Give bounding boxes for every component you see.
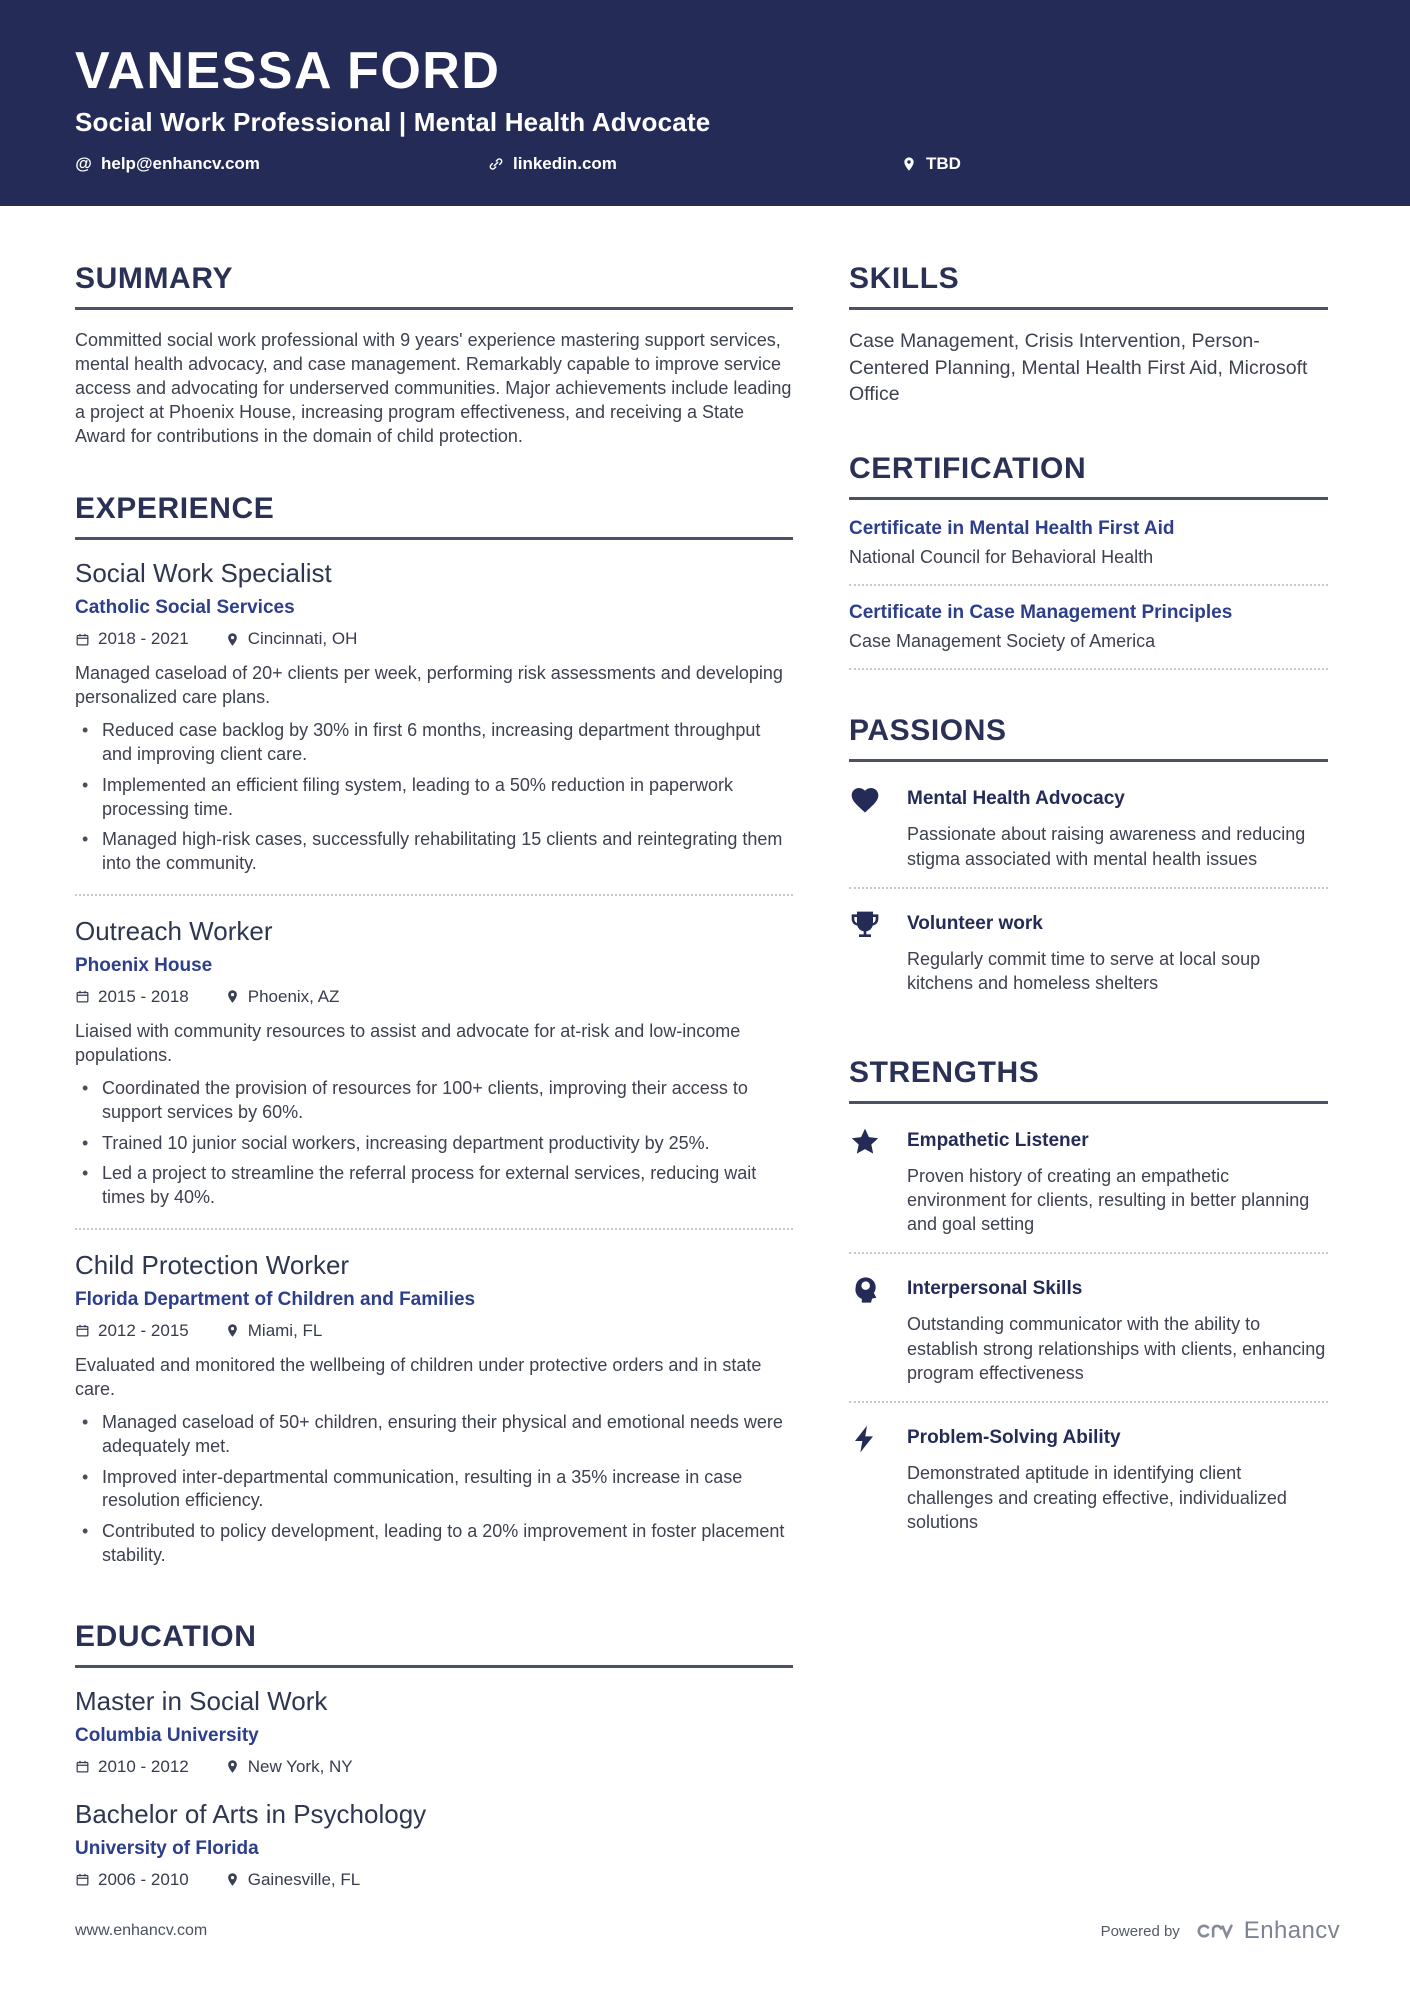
job-bullets	[75, 1411, 793, 1568]
certificate-title: Certificate in Case Management Principles	[849, 602, 1233, 624]
job-description: Evaluated and monitored the wellbeing of children under protective orders and in state care.	[75, 1354, 762, 1399]
right-column	[849, 262, 1328, 1934]
bolt-icon	[849, 1423, 883, 1457]
job-location	[225, 1321, 323, 1341]
strength-item	[849, 1122, 1328, 1255]
school-name: University of Florida	[75, 1837, 259, 1859]
summary-section	[75, 262, 793, 449]
job-dates-text: 2015 - 2018	[98, 986, 189, 1006]
education-heading: EDUCATION	[75, 1620, 793, 1668]
location-text: TBD	[926, 153, 961, 173]
certification-heading: CERTIFICATION	[849, 452, 1328, 500]
education-location	[225, 1870, 360, 1890]
strength-item	[849, 1419, 1328, 1550]
strength-text: Demonstrated aptitude in identifying client challenges and creating effective, individualized solutions	[907, 1463, 1287, 1532]
bullet-item: • Improved inter-departmental communication, resulting in a 35% increase in case resolution efficiency.	[75, 1466, 793, 1514]
passions-section	[849, 714, 1328, 1011]
skills-heading: SKILLS	[849, 262, 1328, 310]
main-content	[0, 206, 1410, 1934]
certification-item	[849, 602, 1328, 670]
enhancv-logo-icon	[1194, 1920, 1234, 1942]
location-pin-icon	[225, 1872, 240, 1887]
header	[0, 0, 1410, 206]
brand-name: Enhancv	[1243, 1917, 1340, 1944]
location-pin-icon	[225, 632, 240, 647]
summary-heading: SUMMARY	[75, 262, 793, 310]
job-location	[225, 987, 340, 1007]
passion-text: Regularly commit time to serve at local soup kitchens and homeless shelters	[907, 948, 1261, 994]
education-meta	[75, 1870, 793, 1890]
strength-item	[849, 1270, 1328, 1403]
education-meta	[75, 1757, 793, 1777]
contact-row	[75, 154, 1335, 174]
calendar-icon	[75, 1872, 90, 1887]
powered-by-label: Powered by	[1100, 1922, 1180, 1940]
bullet-item: • Reduced case backlog by 30% in first 6 months, increasing department throughput and improving client care.	[75, 719, 793, 767]
bullet-item: • Implemented an efficient filing system, leading to a 50% reduction in paperwork processing time.	[75, 774, 793, 822]
skills-list: Case Management, Crisis Intervention, Person-Centered Planning, Mental Health First Aid, Microsoft Office	[849, 329, 1308, 406]
location-pin-icon	[225, 1759, 240, 1774]
skills-section	[849, 262, 1328, 409]
strength-text: Outstanding communicator with the ability to establish strong relationships with clients, enhancing program effectiveness	[907, 1314, 1326, 1383]
certification-item	[849, 518, 1328, 586]
job-meta	[75, 987, 793, 1007]
linkedin-link[interactable]	[487, 154, 900, 174]
strength-title: Interpersonal Skills	[907, 1278, 1083, 1300]
job-title: Social Work Specialist	[75, 558, 332, 589]
degree-title: Bachelor of Arts in Psychology	[75, 1798, 427, 1829]
enhancv-brand-link[interactable]	[1194, 1917, 1340, 1945]
job-title: Outreach Worker	[75, 915, 273, 946]
trophy-icon	[849, 909, 883, 943]
degree-title: Master in Social Work	[75, 1685, 328, 1716]
location-pin-icon	[225, 989, 240, 1004]
school-name: Columbia University	[75, 1724, 259, 1746]
job-dates-text: 2012 - 2015	[98, 1320, 189, 1340]
passion-title: Volunteer work	[907, 912, 1043, 934]
certificate-issuer: National Council for Behavioral Health	[849, 547, 1154, 568]
certificate-title: Certificate in Mental Health First Aid	[849, 518, 1175, 540]
bullet-item: • Trained 10 junior social workers, increasing department productivity by 25%.	[75, 1132, 793, 1156]
location-item	[900, 154, 961, 174]
summary-text: Committed social work professional with 9 years' experience mastering support services, mental health advocacy, and case management. Remarkably capable to improve service access and advocating for underserved communities. Major achievements include leading a project at Phoenix House, increasing program effectiveness, and receiving a State Award for contributions in the domain of child protection.	[75, 329, 792, 447]
education-dates	[75, 1870, 189, 1890]
job-bullets	[75, 1077, 793, 1210]
location-pin-icon	[225, 1323, 240, 1338]
bullet-item: • Managed high-risk cases, successfully rehabilitating 15 clients and reintegrating them into the community.	[75, 828, 793, 876]
candidate-name: VANESSA FORD	[75, 42, 501, 100]
at-icon: @	[75, 153, 92, 173]
bullet-item: • Contributed to policy development, leading to a 20% improvement in foster placement stability.	[75, 1520, 793, 1568]
calendar-icon	[75, 1323, 90, 1338]
education-dates	[75, 1757, 189, 1777]
job-description: Managed caseload of 20+ clients per week, performing risk assessments and developing personalized care plans.	[75, 663, 783, 708]
company-name: Phoenix House	[75, 954, 213, 976]
passion-item	[849, 905, 1328, 1012]
calendar-icon	[75, 632, 90, 647]
job-meta	[75, 1321, 793, 1341]
email-text: help@enhancv.com	[101, 153, 260, 173]
job-location-text: Cincinnati, OH	[247, 629, 358, 649]
left-column	[75, 262, 793, 1934]
linkedin-text: linkedin.com	[513, 153, 617, 173]
passions-heading: PASSIONS	[849, 714, 1328, 762]
job-location-text: Miami, FL	[247, 1320, 323, 1340]
passion-item	[849, 780, 1328, 889]
email-link[interactable]	[75, 154, 487, 174]
strength-text: Proven history of creating an empathetic environment for clients, resulting in better planning and goal setting	[907, 1165, 1310, 1235]
divider	[75, 1228, 793, 1230]
job-description: Liaised with community resources to assist and advocate for at-risk and low-income populations.	[75, 1020, 741, 1065]
education-dates-text: 2010 - 2012	[98, 1756, 189, 1776]
job-bullets	[75, 719, 793, 876]
job-title: Child Protection Worker	[75, 1249, 350, 1280]
bullet-item: • Managed caseload of 50+ children, ensuring their physical and emotional needs were adequately met.	[75, 1411, 793, 1459]
experience-section	[75, 492, 793, 1567]
passion-title: Mental Health Advocacy	[907, 788, 1125, 810]
strengths-section	[849, 1056, 1328, 1551]
website-link[interactable]: www.enhancv.com	[75, 1922, 208, 1939]
passion-text: Passionate about raising awareness and reducing stigma associated with mental health issues	[907, 824, 1306, 869]
education-section	[75, 1620, 793, 1890]
company-name: Florida Department of Children and Families	[75, 1288, 476, 1310]
experience-heading: EXPERIENCE	[75, 492, 793, 540]
education-location-text: New York, NY	[247, 1756, 353, 1776]
link-icon	[487, 155, 504, 172]
strengths-heading: STRENGTHS	[849, 1056, 1328, 1104]
certificate-issuer: Case Management Society of America	[849, 631, 1156, 652]
footer	[75, 1917, 1340, 1945]
candidate-title: Social Work Professional | Mental Health Advocate	[75, 106, 711, 137]
bullet-item: • Led a project to streamline the referral process for external services, reducing wait times by 40%.	[75, 1162, 793, 1210]
experience-item	[75, 1250, 793, 1568]
strength-title: Empathetic Listener	[907, 1129, 1089, 1151]
calendar-icon	[75, 989, 90, 1004]
head-icon	[849, 1274, 883, 1308]
education-item	[75, 1799, 793, 1890]
strength-title: Problem-Solving Ability	[907, 1427, 1121, 1449]
bullet-item: • Coordinated the provision of resources for 100+ clients, improving their access to support services by 60%.	[75, 1077, 793, 1125]
education-item	[75, 1686, 793, 1777]
divider	[75, 894, 793, 896]
education-location-text: Gainesville, FL	[247, 1869, 361, 1889]
job-location	[225, 629, 358, 649]
heart-icon	[849, 784, 883, 818]
education-location	[225, 1757, 353, 1777]
experience-item	[75, 558, 793, 876]
certification-section	[849, 452, 1328, 670]
company-name: Catholic Social Services	[75, 597, 295, 619]
job-dates	[75, 1321, 189, 1341]
calendar-icon	[75, 1759, 90, 1774]
powered-by	[1101, 1917, 1340, 1945]
job-dates	[75, 987, 189, 1007]
job-location-text: Phoenix, AZ	[247, 986, 340, 1006]
location-pin-icon	[900, 155, 917, 172]
experience-item	[75, 916, 793, 1210]
education-dates-text: 2006 - 2010	[98, 1869, 189, 1889]
job-dates-text: 2018 - 2021	[98, 629, 189, 649]
job-dates	[75, 629, 189, 649]
star-icon	[849, 1126, 883, 1160]
job-meta	[75, 629, 793, 649]
